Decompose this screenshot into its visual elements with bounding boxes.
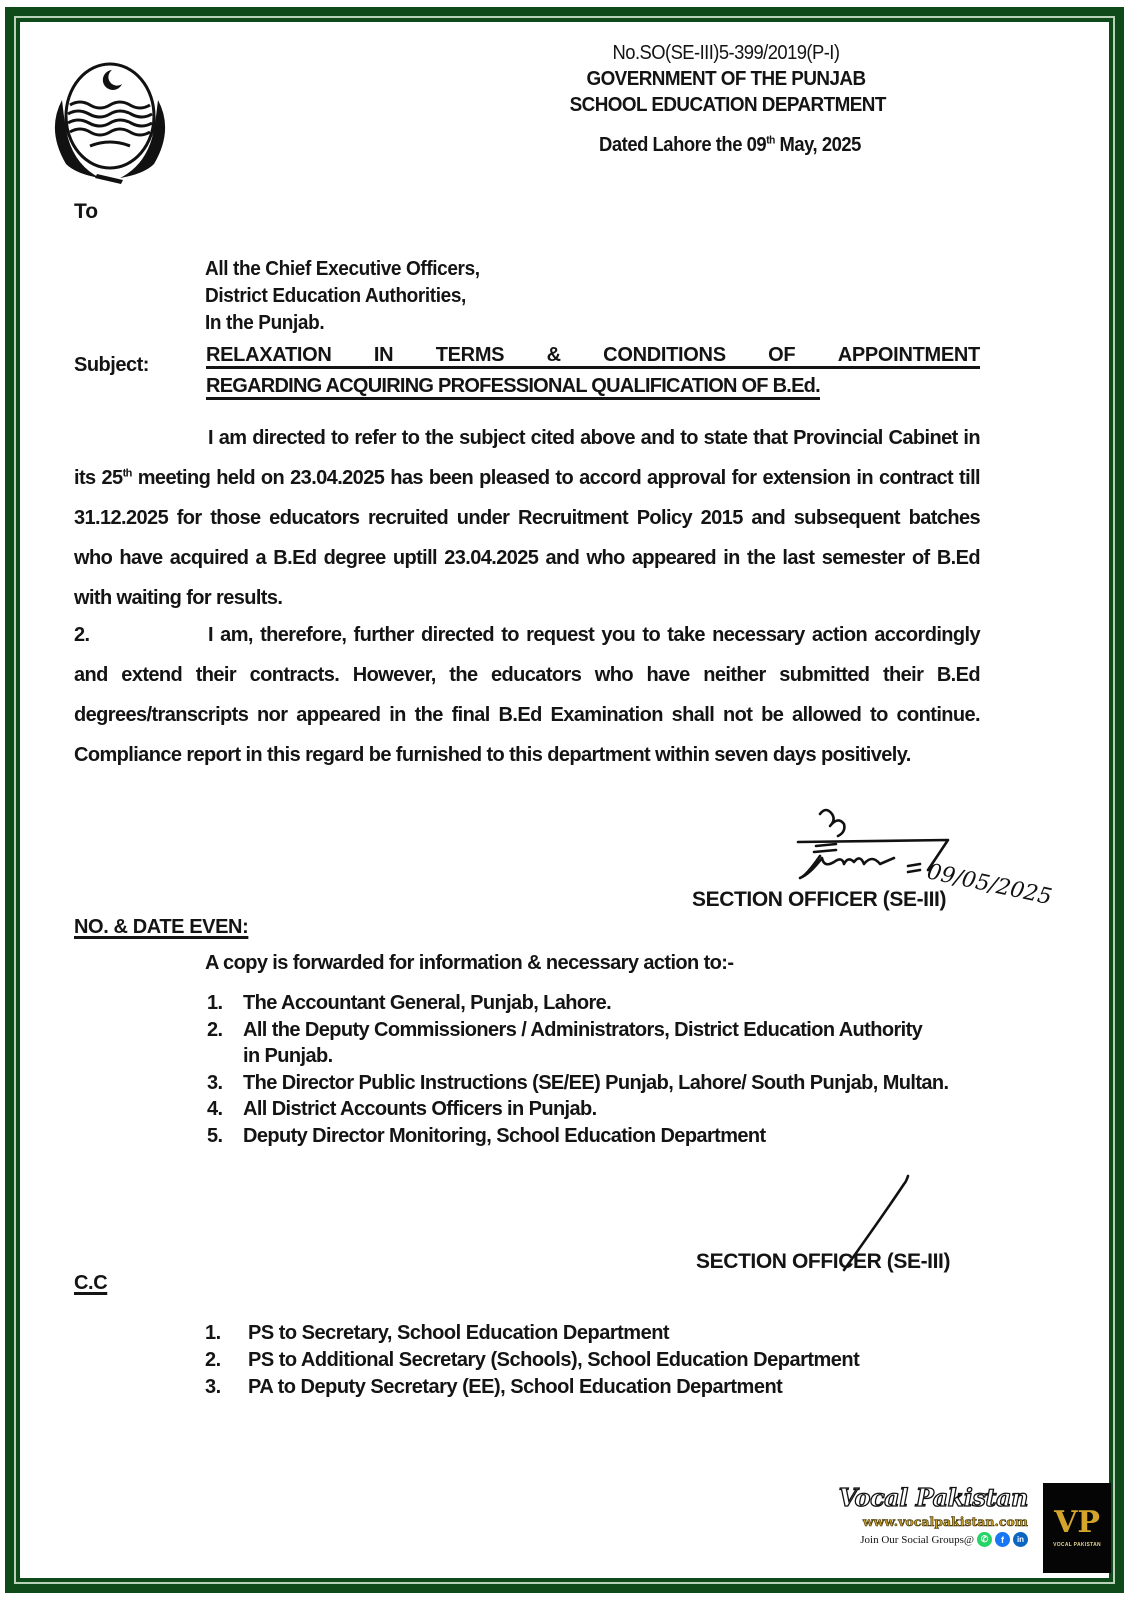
watermark-join-text: Join Our Social Groups@ <box>860 1533 974 1546</box>
paragraph-1 <box>74 418 980 618</box>
para2-number: 2. <box>74 624 90 646</box>
copy-forward-intro: A copy is forwarded for information & necessary action to:- <box>205 952 734 974</box>
subject-word: TERMS <box>435 344 505 366</box>
watermark-url[interactable]: www.vocalpakistan.com <box>862 1514 1028 1529</box>
subject-word: OF <box>768 344 796 366</box>
date-prefix: Dated Lahore the 09 <box>599 134 767 156</box>
watermark-social-row <box>838 1532 1028 1547</box>
badge-letters: VP <box>1054 1505 1100 1540</box>
subject-line-1 <box>206 344 980 369</box>
government-name: GOVERNMENT OF THE PUNJAB <box>586 67 866 90</box>
section-officer-title-2: SECTION OFFICER (SE-III) <box>696 1250 951 1273</box>
department-name: SCHOOL EDUCATION DEPARTMENT <box>569 93 886 116</box>
para1-text-a: I am directed to refer to the subject cited above and to state that Provincial Cabinet in its 25 <box>74 427 980 489</box>
date-ordinal: th <box>766 134 775 147</box>
forward-list-item: 2. All the Deputy Commissioners / Administrators, District Education Authority in Punjab. <box>207 1018 923 1067</box>
forward-list-item: 3. The Director Public Instructions (SE/EE) Punjab, Lahore/ South Punjab, Multan. <box>207 1071 949 1094</box>
addressee-line: In the Punjab. <box>205 312 325 334</box>
forward-list-item: 5. Deputy Director Monitoring, School Education Department <box>207 1124 766 1147</box>
cc-list-item: 3. PA to Deputy Secretary (EE), School Education Department <box>205 1376 783 1398</box>
subject-line-2: REGARDING ACQUIRING PROFESSIONAL QUALIFICATION OF B.Ed. <box>206 375 820 400</box>
para2-text: I am, therefore, further directed to request you to take necessary action accordingly and extend their contracts. However, the educators who have neither submitted their B.Ed degrees/transcripts nor appeared in the final B.Ed Examination shall not be allowed to continue. Compliance report in this regard be furnished to this department within seven days positively. <box>74 624 980 766</box>
to-label: To <box>74 200 99 223</box>
punjab-emblem-icon <box>42 50 177 185</box>
addressee-line: All the Chief Executive Officers, <box>205 258 480 280</box>
cc-list <box>205 1320 1005 1401</box>
date-rest: May, 2025 <box>774 134 861 156</box>
whatsapp-icon[interactable]: ✆ <box>977 1532 992 1547</box>
subject-word: IN <box>373 344 394 366</box>
paragraph-2 <box>74 615 980 775</box>
forward-list <box>207 990 1007 1149</box>
forward-list-item: 1. The Accountant General, Punjab, Lahore. <box>207 992 612 1014</box>
subject-word: CONDITIONS <box>603 344 726 366</box>
subject-text <box>206 344 980 404</box>
forward-list-item: 4. All District Accounts Officers in Punjab. <box>207 1098 597 1120</box>
para1-text-b: meeting held on 23.04.2025 has been pleased to accord approval for extension in contract till 31.12.2025 for those educators recruited under Recruitment Policy 2015 and subsequent batches who have acquired a B.Ed degree uptill 23.04.2025 and who appeared in the last semester of B.Ed with waiting for results. <box>74 467 980 609</box>
linkedin-icon[interactable]: in <box>1013 1532 1028 1547</box>
letter-header <box>556 40 896 118</box>
vocal-pakistan-logo <box>1043 1483 1111 1573</box>
subject-word: APPOINTMENT <box>837 344 980 366</box>
cc-list-item: 1. PS to Secretary, School Education Department <box>205 1322 670 1344</box>
section-officer-title-1: SECTION OFFICER (SE-III) <box>692 888 947 911</box>
cc-list-item: 2. PS to Additional Secretary (Schools), School Education Department <box>205 1349 860 1371</box>
subject-word: & <box>546 344 561 366</box>
badge-caption: VOCAL PAKISTAN <box>1053 1542 1101 1548</box>
reference-number: No.SO(SE-III)5-399/2019(P-I) <box>612 42 840 64</box>
addressee-block <box>205 256 494 337</box>
facebook-icon[interactable]: f <box>995 1532 1010 1547</box>
subject-word: RELAXATION <box>206 344 332 366</box>
subject-label: Subject: <box>74 354 149 376</box>
signature-date: 09/05/2025 <box>924 859 1054 911</box>
para1-ordinal: th <box>122 467 132 480</box>
no-date-even-label: NO. & DATE EVEN: <box>74 916 249 938</box>
addressee-line: District Education Authorities, <box>205 285 466 307</box>
letter-date <box>592 134 868 157</box>
vocal-pakistan-watermark <box>838 1483 1028 1579</box>
cc-label: C.C <box>74 1272 108 1294</box>
watermark-brand: Vocal Pakistan <box>838 1483 1028 1512</box>
